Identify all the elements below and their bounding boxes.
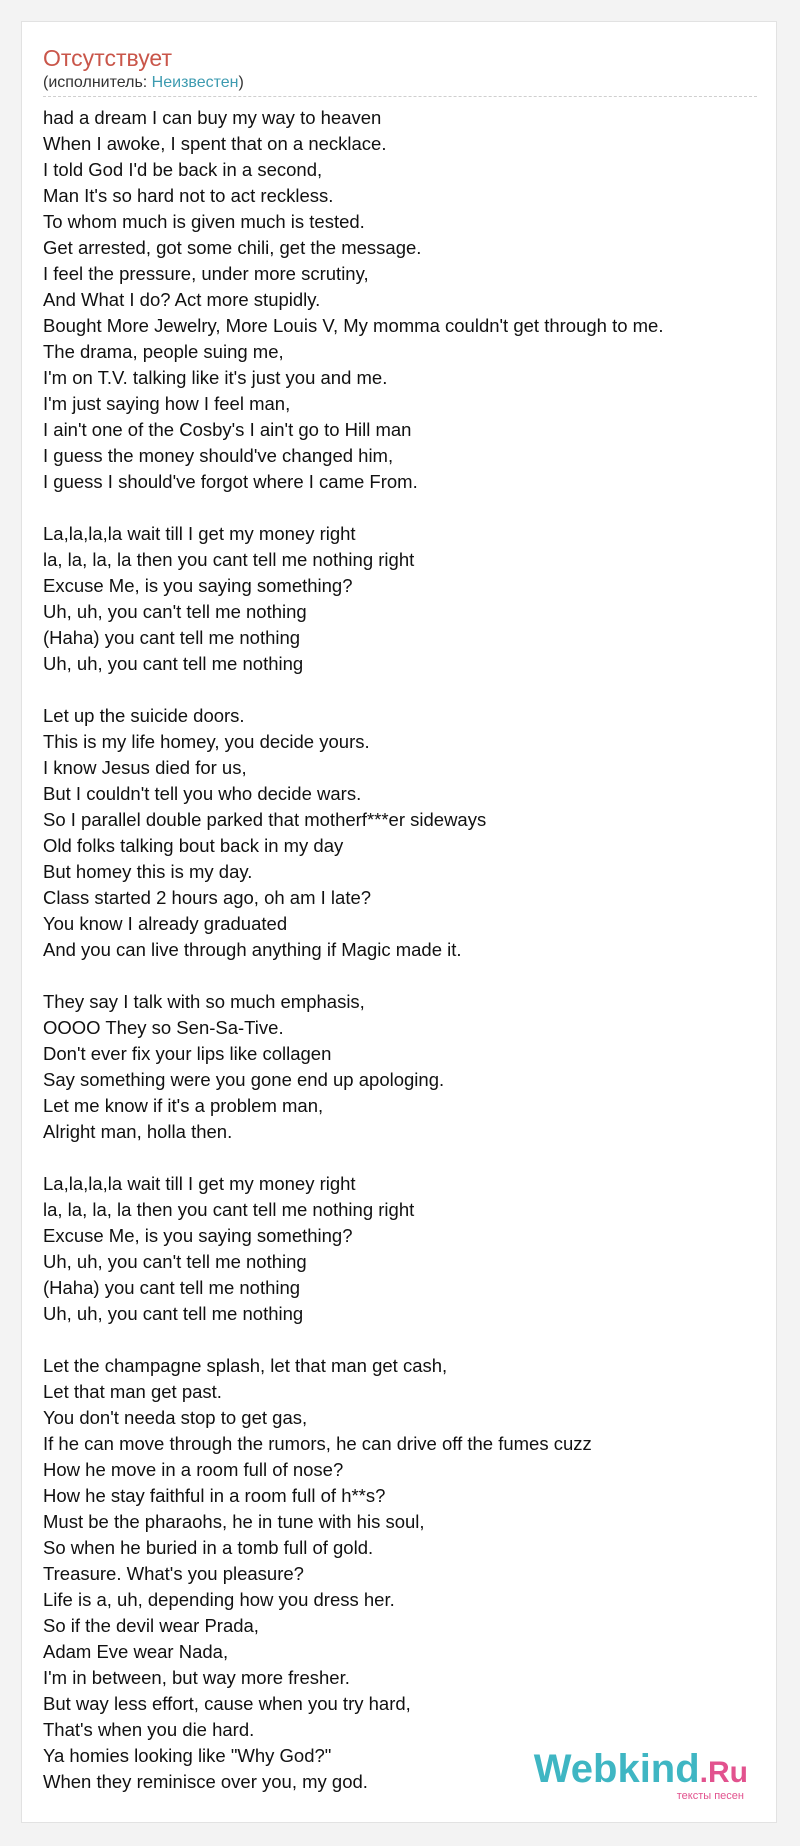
lyric-line: So if the devil wear Prada, [43, 1615, 259, 1636]
lyric-line: They say I talk with so much emphasis, [43, 991, 365, 1012]
artist-prefix: (исполнитель: [43, 74, 152, 91]
lyric-line: Uh, uh, you can't tell me nothing [43, 1251, 307, 1272]
lyric-line: When they reminisce over you, my god. [43, 1771, 368, 1792]
lyric-line: When I awoke, I spent that on a necklace. [43, 133, 387, 154]
lyric-line: Let up the suicide doors. [43, 705, 245, 726]
lyric-line: Get arrested, got some chili, get the message. [43, 237, 422, 258]
lyric-line: Uh, uh, you cant tell me nothing [43, 1303, 304, 1324]
lyric-line: I'm just saying how I feel man, [43, 393, 291, 414]
lyric-line: Uh, uh, you cant tell me nothing [43, 653, 304, 674]
lyric-line: Life is a, uh, depending how you dress her. [43, 1589, 395, 1610]
lyric-line: This is my life homey, you decide yours. [43, 731, 370, 752]
lyric-line: And What I do? Act more stupidly. [43, 289, 321, 310]
lyric-line: I told God I'd be back in a second, [43, 159, 323, 180]
logo-tagline: тексты песен [676, 1790, 744, 1802]
lyric-line: So when he buried in a tomb full of gold. [43, 1537, 374, 1558]
lyrics-card [21, 21, 777, 1823]
song-title: Отсутствует [43, 45, 172, 71]
lyric-line: I ain't one of the Cosby's I ain't go to Hill man [43, 419, 412, 440]
lyric-line: But I couldn't tell you who decide wars. [43, 783, 362, 804]
lyric-line: Don't ever fix your lips like collagen [43, 1043, 332, 1064]
lyric-line: Excuse Me, is you saying something? [43, 1225, 353, 1246]
artist-line [43, 73, 244, 93]
lyrics-stanza [43, 1353, 763, 1795]
lyric-line: (Haha) you cant tell me nothing [43, 627, 301, 648]
lyric-line: You know I already graduated [43, 913, 288, 934]
lyric-line: How he stay faithful in a room full of h**s? [43, 1485, 386, 1506]
lyric-line: had a dream I can buy my way to heaven [43, 107, 382, 128]
lyric-line: la, la, la, la then you cant tell me nothing right [43, 1199, 415, 1220]
lyric-line: How he move in a room full of nose? [43, 1459, 344, 1480]
lyric-line: So I parallel double parked that motherf***er sideways [43, 809, 487, 830]
logo-wordmark [534, 1749, 748, 1793]
lyric-line: Let that man get past. [43, 1381, 222, 1402]
lyric-line: Alright man, holla then. [43, 1121, 233, 1142]
header-divider [43, 96, 757, 97]
lyrics-stanza [43, 521, 763, 677]
lyric-line: But way less effort, cause when you try hard, [43, 1693, 411, 1714]
site-logo[interactable] [534, 1749, 748, 1802]
lyrics-text [43, 105, 763, 1795]
artist-link[interactable]: Неизвестен [151, 74, 239, 91]
lyrics-stanza [43, 1171, 763, 1327]
lyric-line: Bought More Jewelry, More Louis V, My momma couldn't get through to me. [43, 315, 664, 336]
lyric-line: I know Jesus died for us, [43, 757, 247, 778]
lyric-line: Adam Eve wear Nada, [43, 1641, 229, 1662]
lyric-line: The drama, people suing me, [43, 341, 284, 362]
lyric-line: (Haha) you cant tell me nothing [43, 1277, 301, 1298]
lyric-line: But homey this is my day. [43, 861, 253, 882]
lyric-line: Let the champagne splash, let that man get cash, [43, 1355, 448, 1376]
lyric-line: I guess I should've forgot where I came From. [43, 471, 418, 492]
lyric-line: Man It's so hard not to act reckless. [43, 185, 334, 206]
lyric-line: La,la,la,la wait till I get my money right [43, 523, 356, 544]
lyrics-stanza [43, 989, 763, 1145]
lyric-line: Excuse Me, is you saying something? [43, 575, 353, 596]
artist-suffix: ) [238, 74, 244, 91]
lyric-line: I feel the pressure, under more scrutiny, [43, 263, 369, 284]
lyric-line: Ya homies looking like "Why God?" [43, 1745, 332, 1766]
lyric-line: Let me know if it's a problem man, [43, 1095, 324, 1116]
lyric-line: If he can move through the rumors, he can drive off the fumes cuzz [43, 1433, 592, 1454]
lyric-line: And you can live through anything if Magic made it. [43, 939, 462, 960]
lyric-line: I guess the money should've changed him, [43, 445, 394, 466]
lyrics-stanza [43, 105, 763, 495]
lyric-line: La,la,la,la wait till I get my money right [43, 1173, 356, 1194]
lyric-line: That's when you die hard. [43, 1719, 255, 1740]
lyric-line: I'm in between, but way more fresher. [43, 1667, 350, 1688]
logo-tld: .Ru [699, 1756, 748, 1789]
lyric-line: Class started 2 hours ago, oh am I late? [43, 887, 372, 908]
lyric-line: I'm on T.V. talking like it's just you and me. [43, 367, 388, 388]
lyric-line: OOOO They so Sen-Sa-Tive. [43, 1017, 284, 1038]
lyric-line: Treasure. What's you pleasure? [43, 1563, 304, 1584]
lyric-line: Uh, uh, you can't tell me nothing [43, 601, 307, 622]
lyric-line: la, la, la, la then you cant tell me nothing right [43, 549, 415, 570]
lyric-line: You don't needa stop to get gas, [43, 1407, 308, 1428]
lyrics-stanza [43, 703, 763, 963]
logo-name: Webkind [533, 1747, 700, 1791]
lyric-line: Say something were you gone end up apologing. [43, 1069, 445, 1090]
lyric-line: Must be the pharaohs, he in tune with his soul, [43, 1511, 425, 1532]
lyric-line: Old folks talking bout back in my day [43, 835, 344, 856]
lyric-line: To whom much is given much is tested. [43, 211, 365, 232]
